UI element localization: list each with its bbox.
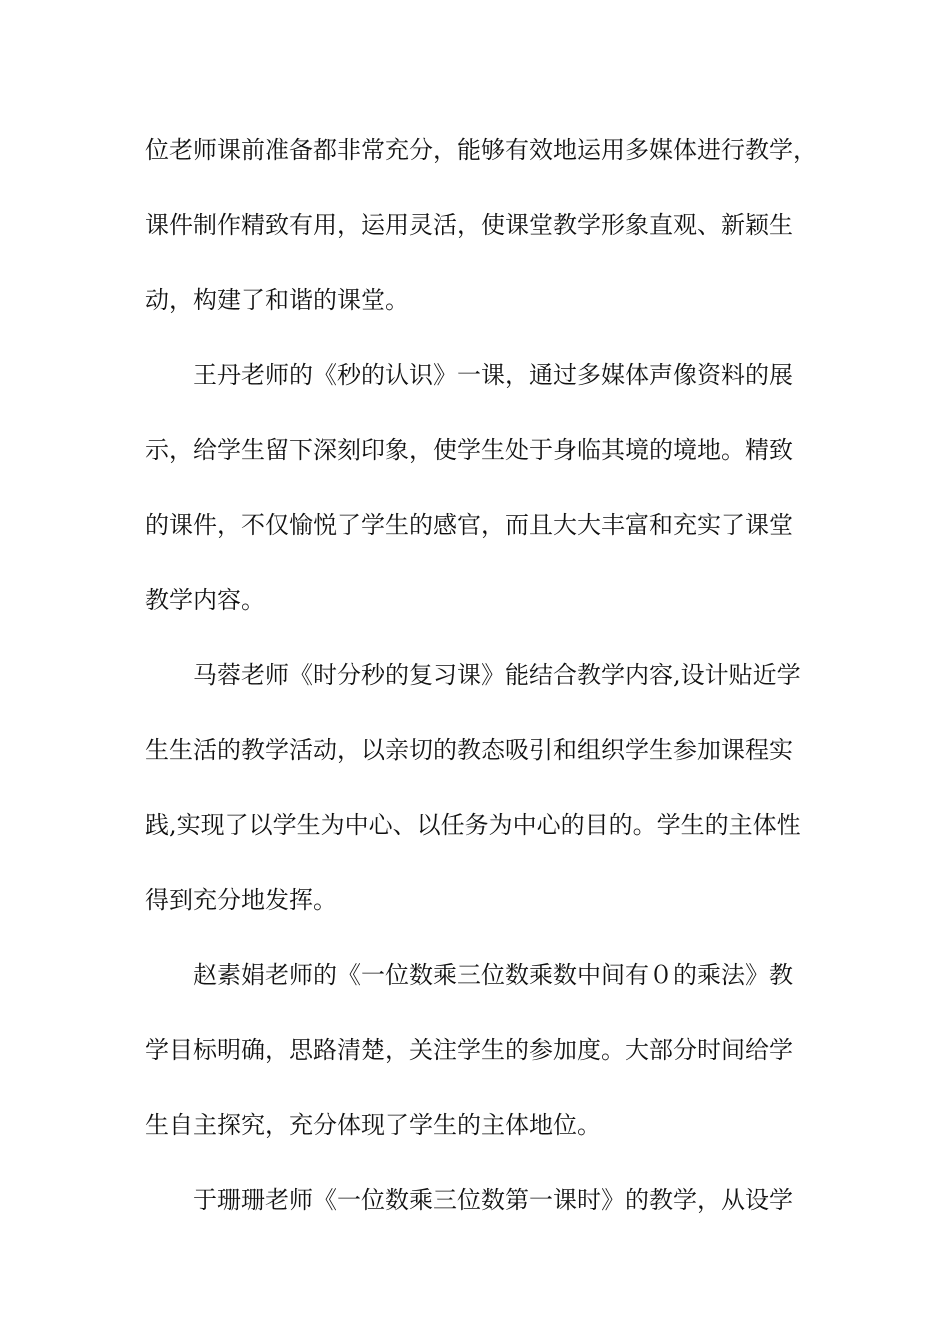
text-line: 课件制作精致有用，运用灵活，使课堂教学形象直观、新颖生 — [145, 211, 793, 239]
text-line: 的课件，不仅愉悦了学生的感官，而且大大丰富和充实了课堂 — [145, 511, 793, 539]
text-line: 赵素娟老师的《一位数乘三位数乘数中间有０的乘法》教 — [193, 961, 793, 989]
text-line: 生自主探究，充分体现了学生的主体地位。 — [145, 1111, 601, 1139]
text-line: 教学内容。 — [145, 586, 265, 614]
text-line: 位老师课前准备都非常充分，能够有效地运用多媒体进行教学， — [145, 136, 817, 164]
text-line: 生生活的教学活动，以亲切的教态吸引和组织学生参加课程实 — [145, 736, 793, 764]
text-line: 践,实现了以学生为中心、以任务为中心的目的。学生的主体性 — [145, 811, 801, 839]
text-line: 于珊珊老师《一位数乘三位数第一课时》的教学，从设学 — [193, 1186, 793, 1214]
text-line: 动，构建了和谐的课堂。 — [145, 286, 409, 314]
text-line: 示，给学生留下深刻印象，使学生处于身临其境的境地。精致 — [145, 436, 793, 464]
text-line: 马蓉老师《时分秒的复习课》能结合教学内容,设计贴近学 — [193, 661, 801, 689]
text-line: 得到充分地发挥。 — [145, 886, 337, 914]
text-line: 学目标明确，思路清楚，关注学生的参加度。大部分时间给学 — [145, 1036, 793, 1064]
text-line: 王丹老师的《秒的认识》一课，通过多媒体声像资料的展 — [193, 361, 793, 389]
